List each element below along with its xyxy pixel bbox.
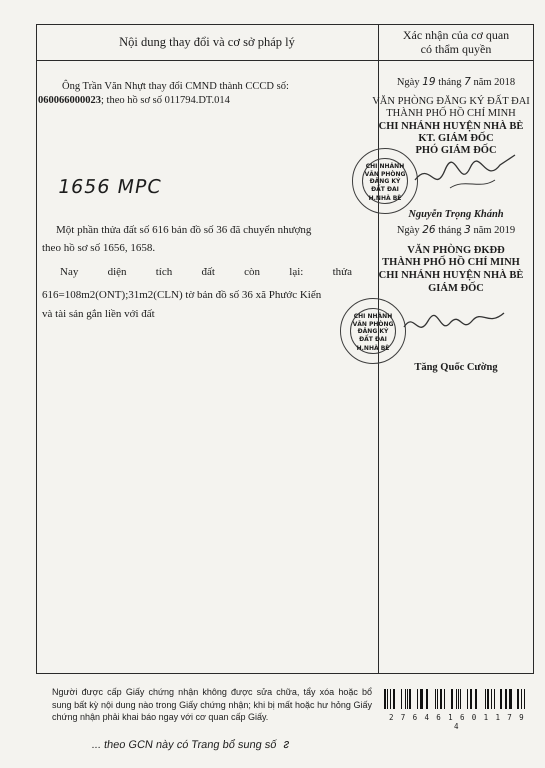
header-confirmation-line1: Xác nhận của cơ quan (402, 28, 510, 42)
entry2-para2-line2: 616=108m2(ONT);31m2(CLN) tờ bản đồ số 36 xã Phước Kiển (42, 289, 322, 301)
barcode-number: 2 7 6 4 6 1 6 0 1 1 7 9 4 (388, 713, 526, 731)
date-month: 7 (464, 76, 471, 88)
date-year: năm 2019 (473, 225, 516, 236)
barcode-bar (420, 689, 423, 709)
handwritten-mark: ᴤ (282, 736, 291, 751)
entry1-office-line5: PHÓ GIÁM ĐỐC (415, 145, 497, 156)
signature-2 (400, 305, 510, 345)
barcode (384, 689, 530, 709)
word: thửa (332, 266, 352, 278)
barcode-bar (487, 689, 489, 709)
entry2-office-line1: VĂN PHÒNG ĐKĐĐ (407, 245, 505, 256)
barcode-bar (467, 689, 468, 709)
entry1-office-line2: THÀNH PHỐ HỒ CHÍ MINH (386, 108, 516, 119)
barcode-bar (407, 689, 408, 709)
entry2-para1-line2: theo hồ sơ số 1656, 1658. (42, 242, 156, 254)
date-day: 26 (422, 224, 436, 236)
entry2-para1-line1: Một phần thửa đất số 616 bản đồ số 36 đã chuyển nhượng (56, 224, 312, 236)
entry2-office-line2: THÀNH PHỐ HỒ CHÍ MINH (382, 257, 520, 268)
barcode-bar (500, 689, 502, 709)
header-confirmation-column (378, 24, 534, 60)
entry2-office-line4: GIÁM ĐỐC (428, 283, 484, 294)
stamp-1-location: H.NHÀ BÈ (368, 195, 402, 202)
barcode-bar (437, 689, 438, 709)
header-divider (36, 60, 534, 61)
entry1-text-line1: Ông Trần Văn Nhựt thay đổi CMND thành CCCD số: (62, 81, 289, 92)
date-month-label: tháng (438, 77, 462, 88)
barcode-bar (460, 689, 461, 709)
barcode-bar (446, 689, 449, 709)
date-prefix: Ngày (396, 77, 420, 88)
official-stamp-2 (340, 298, 406, 364)
barcode-bar (414, 689, 416, 709)
barcode-bar (401, 689, 402, 709)
barcode-bar (491, 689, 492, 709)
supplement-page-text: ... theo GCN này có Trang bổ sung số (90, 739, 278, 751)
barcode-bar (396, 689, 399, 709)
date-year: năm 2018 (473, 77, 516, 88)
entry1-office-line3: CHI NHÁNH HUYỆN NHÀ BÈ (378, 121, 524, 132)
barcode-bar (430, 689, 432, 709)
entry1-signer: Nguyễn Trọng Khánh (408, 209, 504, 220)
barcode-bar (384, 689, 386, 709)
word: diện (107, 266, 127, 278)
entry2-para2-line3: và tài sản gắn liền với đất (42, 308, 155, 320)
barcode-bar (387, 689, 388, 709)
word: còn (244, 266, 261, 278)
entry2-signer: Tăng Quốc Cường (414, 362, 498, 373)
header-changes-column: Nội dung thay đổi và cơ sở pháp lý (119, 34, 295, 49)
barcode-bar (509, 689, 512, 709)
barcode-bar (427, 689, 428, 709)
entry2-office-line3: CHI NHÁNH HUYỆN NHÀ BÈ (378, 270, 524, 281)
entry2-para2-line1 (60, 266, 352, 279)
date-prefix: Ngày (396, 225, 420, 236)
word: Nay (60, 266, 79, 278)
handwritten-note: 1656 MPC (56, 176, 164, 198)
warning-notice: Người được cấp Giấy chứng nhận không được sửa chữa, tẩy xóa hoặc bổ sung bất kỳ nội dung nào trong Giấy chứng nhận; khi bị mất hoặc hư hỏng Giấy chứng nhận phải khai báo ngay với cơ quan cấp Giấy. (52, 687, 372, 722)
entry2-date (378, 224, 534, 238)
barcode-bar (524, 689, 525, 709)
entry1-office-line4: KT. GIÁM ĐỐC (418, 133, 494, 144)
barcode-bar (470, 689, 472, 709)
barcode-bar (476, 689, 477, 709)
barcode-bar (517, 689, 519, 709)
barcode-bar (409, 689, 411, 709)
official-stamp-1 (352, 148, 418, 214)
barcode-bar (479, 689, 482, 709)
barcode-bar (417, 689, 418, 709)
word: đất (201, 266, 215, 278)
barcode-bar (506, 689, 507, 709)
date-month-label: tháng (438, 225, 462, 236)
barcode-bar (390, 689, 391, 709)
stamp-2-text: CHI NHÁNH VĂN PHÒNG ĐĂNG KÝ ĐẤT ĐAI (352, 313, 394, 343)
entry1-office-line1: VĂN PHÒNG ĐĂNG KÝ ĐẤT ĐAI (372, 96, 530, 107)
barcode-bar (521, 689, 522, 709)
barcode-bar (458, 689, 459, 709)
date-day: 19 (422, 76, 436, 88)
entry1-date (378, 76, 534, 90)
date-month: 3 (464, 224, 471, 236)
signature-1 (410, 150, 520, 200)
entry1-dossier: ; theo hồ sơ số 011794.DT.014 (101, 95, 230, 106)
stamp-2-location: H.NHÀ BÈ (356, 345, 390, 352)
word: tích (155, 266, 173, 278)
barcode-bar (496, 689, 498, 709)
barcode-bar (464, 689, 466, 709)
id-number: 060066000023 (38, 95, 101, 106)
entry1-text-line2 (38, 94, 348, 107)
supplement-page-note (91, 736, 290, 751)
barcode-bar (393, 689, 395, 709)
barcode-bar (440, 689, 442, 709)
barcode-bar (451, 689, 453, 709)
word: lại: (289, 266, 304, 278)
stamp-1-text: CHI NHÁNH VĂN PHÒNG ĐĂNG KÝ ĐẤT ĐAI (364, 163, 406, 193)
header-confirmation-line2: có thẩm quyền (420, 42, 492, 56)
